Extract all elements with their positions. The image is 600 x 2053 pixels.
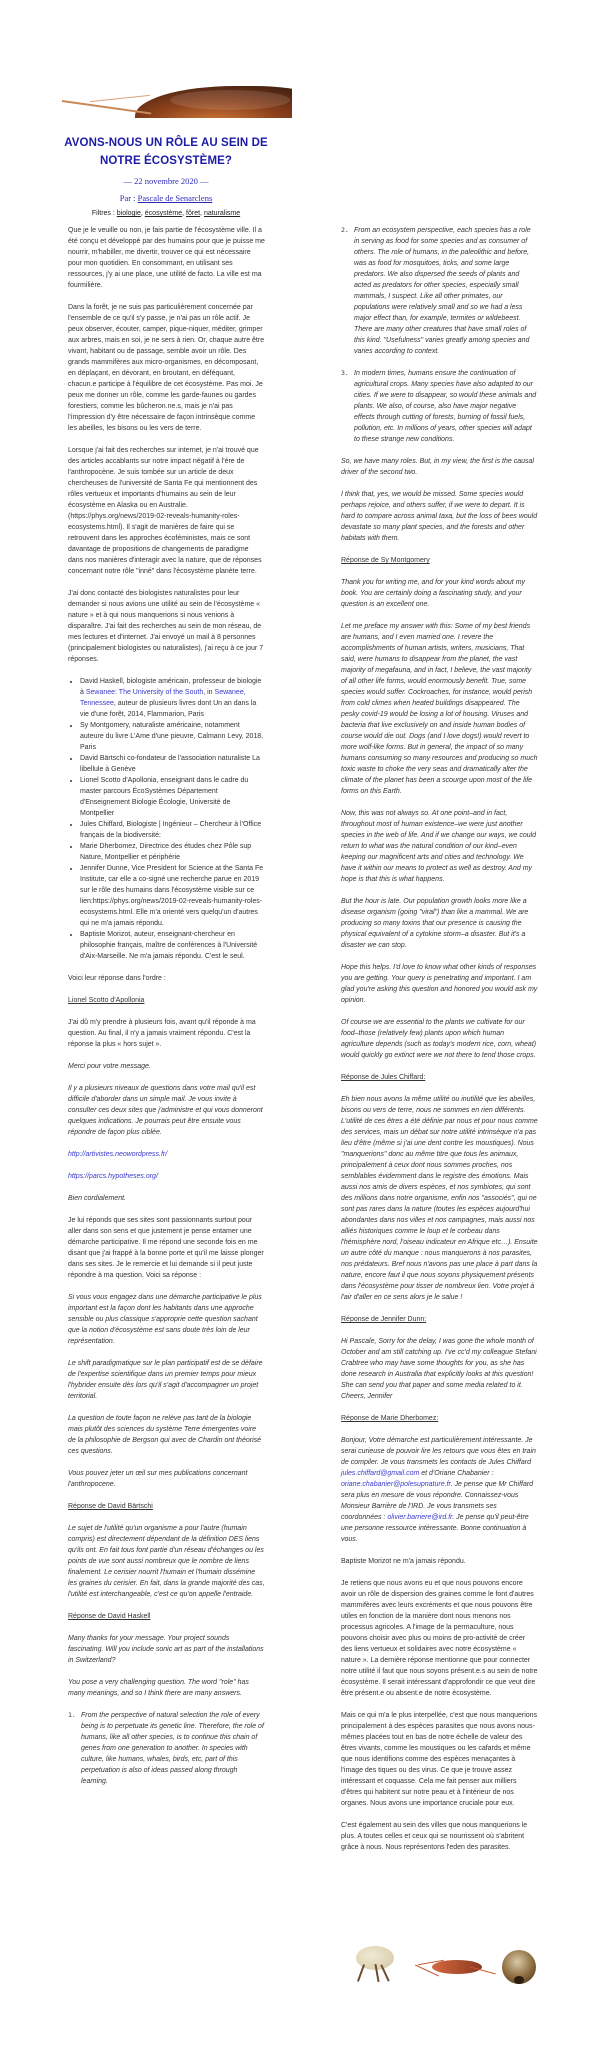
text-run: Let me preface my answer with this: Some of my best friends are humans, and I even married one. I revere the accomplishments of human artists, writers, musicians, That said, were humans to disappear from the planet, the vast majority of megafauna, and in fact, I believe, the vast majority of all other life forms, would enormously benefit. True, some species would suffer. Cockroaches, for instance, would perish from cold climes when heated buildings disappeared. The pesky covid-19 would be losing a lot of housing. Viruses and bacteria that live exclusively on and inside human bodies of course would die out. Dogs (and I love dogs!) would revert to more wolf-like forms. But in general, the impact of so many humans consuming so many resources and producing so much toxic waste to choke the very seas and dramatically alter the climate of the planet has been a scourge upon most of the life forms on this Earth. bbox=[341, 623, 538, 795]
text-run: Réponse de David Haskell bbox=[68, 1613, 151, 1620]
filter-tag-biologie[interactable]: biologie bbox=[116, 210, 141, 217]
text-run: Baptiste Morizot ne m'a jamais répondu. bbox=[341, 1558, 466, 1565]
inline-link[interactable]: Sewanee: The University of the South bbox=[85, 689, 204, 696]
article-column-left bbox=[68, 225, 265, 1798]
numbered-item bbox=[341, 368, 538, 445]
quoted-paragraph bbox=[341, 962, 538, 1006]
text-run: Vous pouvez jeter un œil sur mes publications concernant l'anthropocene. bbox=[68, 1470, 248, 1488]
numbered-item bbox=[341, 225, 538, 357]
text-run: Si vous vous engagez dans une démarche participative le plus important est la façon dont les habitants dans une approche sensible ou plus classique s'approprie cette question sachant que la notion d'écosystème est sans doute très loin de leur représentation. bbox=[68, 1294, 262, 1345]
quoted-paragraph bbox=[68, 1149, 265, 1160]
quoted-paragraph bbox=[341, 1435, 538, 1545]
list-item bbox=[80, 863, 265, 929]
text-run: Réponse de Jules Chiffard: bbox=[341, 1074, 426, 1081]
cockroach-banner-image bbox=[60, 84, 292, 118]
paragraph bbox=[68, 225, 265, 291]
text-run: Lorsque j'ai fait des recherches sur internet, je n'ai trouvé que des articles accablants sur notre impact négatif à l'ère de l'anthropocène. Je suis tombée sur un article de deux chercheuses de l'université de Santa Fe qui mentionnent des rôles vertueux et importants d'humains au sein de leur écosystème en Alaska ou en Australie. (https://phys.org/news/2019-02-reveals-humanity-roles-ecosystems.html). Il s'agit de manières de faire qui se retrouvent dans les approches écoféministes, mais ce sont davantage de propositions de changements de paradigme dans nos manières d'interagir avec la nature, que de réponses concernant notre rôle "inné" dans l'écosystème planète terre. bbox=[68, 447, 262, 575]
list-item bbox=[80, 841, 265, 863]
text-run: Merci pour votre message. bbox=[68, 1063, 151, 1070]
quoted-paragraph bbox=[68, 1523, 265, 1600]
text-run: Baptiste Morizot, auteur, enseignant-chercheur en philosophie français, maître de conférences à l'Université d'Aix-Marseille. Ne m'a jamais répondu. C'est le seul. bbox=[80, 931, 258, 960]
text-run: I think that, yes, we would be missed. Some species would perhaps rejoice, and others suffer, if we were to depart. It is hard to compare across animal taxa, but the loss of bees would devastate so many plant species, and the forests and other habitats with them. bbox=[341, 491, 538, 542]
text-run: Je retiens que nous avons eu et que nous pouvons encore avoir un rôle de dispersion des graines comme le font d'autres mammifères avec leurs excréments et que nous pouvons être utiles en fonction de la manière dont nous menons nos processus agricoles. A l'image de la permaculture, nous pouvons choisir avec plus ou moins de pro-activité de créer des liens vertueux et solidaires avec notre écosystème « nature ». La dernière réponse mentionne que pour connecter notre utilité il faut que nous soyons présent.e.s au sein de notre écosystème. Il serait intéressant d'approfondir ce que veut dire être présent.e ou absent.e de notre écosystème. bbox=[341, 1580, 538, 1697]
paragraph bbox=[68, 1017, 265, 1050]
quoted-paragraph bbox=[341, 577, 538, 610]
quoted-paragraph bbox=[68, 1193, 265, 1204]
response-heading bbox=[341, 1314, 538, 1325]
quoted-paragraph bbox=[341, 1336, 538, 1402]
quoted-paragraph bbox=[68, 1171, 265, 1182]
quoted-paragraph bbox=[341, 808, 538, 885]
text-run: You pose a very challenging question. The word "role" has many meanings, and so I think there are many answers. bbox=[68, 1679, 249, 1697]
author-prefix: Par : bbox=[119, 193, 138, 203]
paragraph bbox=[341, 1710, 538, 1809]
response-heading bbox=[68, 1611, 265, 1622]
inline-link[interactable]: oriane.chabanier@polesupnature.fr bbox=[341, 1481, 451, 1488]
filters-label: Filtres : bbox=[91, 210, 117, 217]
text-run: Hi Pascale, Sorry for the delay, I was gone the whole month of October and am still catching up. I've cc'd my colleague Stefani Crabtree who may have some thoughts for you, as she has done research in Australia that explicitly looks at this question! She can send you that paper and some media related to it. Cheers, Jennifer bbox=[341, 1338, 537, 1400]
text-run: Sy Montgomery, naturaliste américaine, notamment auteure du livre L'Ame d'une pieuvre, Calmann Levy, 2018, Paris bbox=[80, 722, 264, 751]
paragraph bbox=[341, 1578, 538, 1699]
text-run: Le sujet de l'utilité qu'un organisme a pour l'autre (humain compris) est directement dépendant de la définition DES liens qu'ils ont. En fait tous font partie d'un réseau d'échanges ou les points de vue sont aussi nombreux que le nombre de liens finalement. Le cerisier nourrit l'humain et l'humain dissémine les graines du cerisier. En fait, dans la grande majorité des cas, l'utilité est interchangeable, c'est ce qu'on appelle l'entraide. bbox=[68, 1525, 265, 1598]
text-run: Bien cordialement. bbox=[68, 1195, 126, 1202]
text-run: Jennifer Dunne, Vice President for Science at the Santa Fe Institute, car elle a co-signé une recherche parue en 2019 sur le rôle des humains dans l'écosystème visible sur ce lien:https://phys.org/news/2019-02-reveals-humanity-roles-ecosystems.html. Elle m'a orienté vers quelqu'un d'autres qui ne m'a jamais répondu. bbox=[80, 865, 264, 927]
quoted-paragraph bbox=[68, 1061, 265, 1072]
text-run: David Bärtschi co-fondateur de l'association naturaliste La libellule à Genève bbox=[80, 755, 260, 773]
filter-tag-foret[interactable]: fôret bbox=[186, 210, 201, 217]
response-heading bbox=[341, 1413, 538, 1424]
inline-link[interactable]: olivier.barriere@ird.fr bbox=[387, 1514, 453, 1521]
filter-tag-ecosysteme[interactable]: écosystème bbox=[144, 210, 183, 217]
quoted-paragraph bbox=[341, 1094, 538, 1303]
post-date: — 22 novembre 2020 — bbox=[123, 176, 209, 186]
quoted-paragraph bbox=[68, 1083, 265, 1138]
text-run: J'ai donc contacté des biologistes naturalistes pour leur demander si nous avions une utilité au sein de l'écosystème « nature » et à qui nous manquerions si nous venions à disparaître. J'ai fait des recherches au sein de mon réseau, de mes lectures et d'internet. J'ai envoyé un mail à 8 personnes (principalement biologistes ou naturalistes), j'ai reçu à ce jour 7 réponses. bbox=[68, 590, 264, 663]
item-text: In modern times, humans ensure the continuation of agricultural crops. Many species have also adapted to our cities. If we were to disappear, so would these animals and plants. We also, of course, also have major negative effects through cutting of forests, burning of fossil fuels, pollution, etc. In millions of years, other species will adapt to these strange new conditions. bbox=[354, 370, 537, 443]
item-text: From the perspective of natural selection the role of every being is to perpetuate its genetic line. Therefore, the role of humans, like all other species, is to continue this chain of genes from one generation to another. In species with culture, like humans, whales, birds, etc, part of this perpetuation is also of ideas passed along through learning. bbox=[81, 1712, 264, 1785]
paragraph bbox=[341, 1556, 538, 1567]
text-run: et d'Oriane Chabanier : bbox=[419, 1470, 494, 1477]
paragraph bbox=[68, 445, 265, 577]
response-heading bbox=[68, 995, 265, 1006]
paragraph bbox=[68, 588, 265, 665]
text-run: Marie Dherbomez, Directrice des études chez Pôle sup Nature, Montpellier et périphérie bbox=[80, 843, 252, 861]
response-heading bbox=[341, 1072, 538, 1083]
text-run: Réponse de Jennifer Dunn: bbox=[341, 1316, 427, 1323]
quoted-paragraph bbox=[68, 1413, 265, 1457]
text-run: Lionel Scotto d'Apollonia bbox=[68, 997, 145, 1004]
item-number: 2. bbox=[341, 226, 349, 234]
quoted-paragraph bbox=[341, 1017, 538, 1061]
paragraph bbox=[68, 1215, 265, 1281]
quoted-paragraph bbox=[341, 896, 538, 951]
text-run: Hope this helps. I'd love to know what other kinds of responses you are getting. Your query is penetrating and important. I am glad you're asking this question and honored you would ask my opinion. bbox=[341, 964, 538, 1004]
text-run: . Je pense que Mr Chiffard sera plus en mesure de vous répondre. Connaissez-vous Monsieur Barrière de l'IRD. Je vous transmets ses coordonnées : bbox=[341, 1481, 534, 1521]
list-item bbox=[80, 819, 265, 841]
list-item bbox=[80, 775, 265, 819]
filter-tag-naturalisme[interactable]: naturalisme bbox=[203, 210, 241, 217]
text-run: Many thanks for your message. Your project sounds fascinating. Will you include sonic art as part of the installations in Switzerland? bbox=[68, 1635, 264, 1664]
quoted-paragraph bbox=[341, 456, 538, 478]
text-run: Eh bien nous avons la même utilité ou inutilité que les abeilles, bisons ou vers de terre, nous ne sommes en rien différents. L'utilité de ces êtres a été définie par nous et pour nous comme des services, mais un débat sur notre utilité intrinsèque n'a pas lieu d'être (même si j'ai une dent contre les moustiques). Nous "manquerions" donc au même titre que tous les animaux, principalement à ceux dont nous sommes proches, nos semblables évidemment dans le registre des émotions. Mais aussi nos amis de divers espèces, et nos symbiotes, qui sont des millions dans notre organisme, enfin nos "associés", qui ne sont pas rares dans la nature (toutes les espèces aujourd'hui abondantes dans nos villes et nos campagnes, mais aussi nos alliés historiques comme le loup et le corbeau dans l'hémisphère nord, l'oiseau indicateur en Afrique etc…). Ensuite un autre côté du manque : nous manquerons à nos parasites, nos prédateurs. Bref nous n'avons pas une place à part dans la nature, encore faut il que nous soyons physiquement présents dans l'écosystème pour tisser de nombreux lien. Votre projet à l'air d'aller en ce sens alors je le salue ! bbox=[341, 1096, 538, 1301]
inline-link[interactable]: jules.chiffard@gmail.com bbox=[341, 1470, 420, 1477]
quoted-paragraph bbox=[68, 1677, 265, 1699]
paragraph bbox=[341, 1820, 538, 1853]
quoted-paragraph bbox=[341, 489, 538, 544]
list-item bbox=[80, 720, 265, 753]
quoted-paragraph bbox=[68, 1292, 265, 1347]
text-run: But the hour is late. Our population growth looks more like a disease organism (going "viral") than like a mammal. We are producing so many toxins that our presence is causing the physical equivalent of a cytokine storm–a disaster. But it's a disaster we can stop. bbox=[341, 898, 529, 949]
item-text: From an ecosystem perspective, each species has a role in serving as food for some species and as consumer of others. The role of humans, in the paleolithic and before, was as food for mosquitoes, ticks, and some large predators. We also dispersed the seeds of plants and acted as predators for other species, especially small mammals, I suspect. Like all other primates, our populations were relatively small and so we had a less major effect than, for example, termites or wildebeest. There are many other creatures that have small roles of this kind. "Usefulness" varies greatly among species and varies according to context. bbox=[354, 227, 531, 355]
text-run: Il y a plusieurs niveaux de questions dans votre mail qu'il est difficile d'aborder dans un simple mail. Je vous invite à consulter ces deux sites que j'administre et qui vous donneront quelques indications. Je pourrais peut être ensuite vous répondre de façon plus ciblée. bbox=[68, 1085, 263, 1136]
text-run: Jules Chiffard, Biologiste | Ingénieur – Chercheur à l'Office français de la biodiversité: bbox=[80, 821, 262, 839]
text-run: , in bbox=[203, 689, 215, 696]
text-run: La question de toute façon ne relève pas tant de la biologie mais plutôt des sciences du système Terre émergentes voire de la philosophie de Bergson qui avec de Chardin ont théorisé ces questions. bbox=[68, 1415, 262, 1455]
text-run: Réponse de Sy Montgomery bbox=[341, 557, 430, 564]
text-run: Dans la forêt, je ne suis pas particulièrement concernée par l'ensemble de ce qu'il s'y passe, je n'ai pas un rôle actif. Je peux observer, écouter, camper, pique-niquer, méditer, grimper aux arbres, mais en soi, je ne sers à rien. Or, chaque autre être vivant, habitant ou de passage, semble avoir un rôle. Des grands mammifères aux micro-organismes, en décomposant, en déplaçant, en dévorant, en broutant, en déféquant, chacun.e participe à l'équilibre de cet écosystème. Pas moi. Je peux me donner un rôle, comme les garde-faunes ou gardes forestiers, comme les bûcheron.ne.s, mais je n'ai pas l'impression d'y être nécessaire de façon intrinsèque comme les abeilles, les bisons ou les vers de terre. bbox=[68, 304, 265, 432]
list-item bbox=[80, 676, 265, 720]
text-run: Réponse de David Bärtschi bbox=[68, 1503, 153, 1510]
inline-link[interactable]: https://parcs.hypotheses.org/ bbox=[68, 1173, 158, 1180]
text-run: Bonjour, Votre démarche est particulièrement intéressante. Je serai curieuse de pouvoir lire les retours que vous êtes en train de compiler. Je vous transmets les contacts de Jules Chiffard bbox=[341, 1437, 536, 1466]
text-run: Now, this was not always so. At one point–and in fact, throughout most of human existence–we were just another species in the web of life. And if we change our ways, we could return to what was the natural condition of our kind–even keeping our magnificent arts and cities and technology. We have it within our means to protect as well as destroy. And my hope is that this is what happens. bbox=[341, 810, 537, 883]
list-item bbox=[80, 753, 265, 775]
response-heading bbox=[341, 555, 538, 566]
response-heading bbox=[68, 1501, 265, 1512]
text-run: Lionel Scotto d'Apollonia, enseignant dans le cadre du master parcours ÉcoSystèmes Département d'Enseignement Biologie Écologie, Université de Montpellier bbox=[80, 777, 249, 817]
text-run: C'est également au sein des villes que nous manquerions le plus. A toutes celles et ceux qui se nourrissent où s'abritent grâce à nous. Nous représentons l'eden des parasites. bbox=[341, 1822, 528, 1851]
inline-link[interactable]: http://artivistes.neowordpress.fr/ bbox=[68, 1151, 168, 1158]
text-run: Thank you for writing me, and for your kind words about my book. You are certainly doing a fascinating study, and your question is an excellent one. bbox=[341, 579, 526, 608]
contacts-list bbox=[68, 676, 265, 962]
text-run: Of course we are essential to the plants we cultivate for our food–those (relatively few) plants upon which human agriculture depends (such as today's modern rice, corn, wheat) would quickly go extinct were we not there to tend those crops. bbox=[341, 1019, 537, 1059]
item-number: 3. bbox=[341, 369, 349, 377]
numbered-item bbox=[68, 1710, 265, 1787]
page-title: AVONS-NOUS UN RÔLE AU SEIN DE NOTRE ÉCOSYSTÈME? bbox=[64, 137, 268, 167]
text-run: David Haskell, biologiste américain, professeur de biologie à bbox=[80, 678, 262, 696]
text-run: Que je le veuille ou non, je fais partie de l'écosystème ville. Il a été conçu et développé par des humains pour que je puisse me nourrir, m'habiller, me divertir, trouver ce qui est nécessaire pour mon quotidien. En consommant, en utilisant ses ressources, j'y ai une place, une utilité de facto. La ville est ma fourmilière. bbox=[68, 227, 265, 289]
paragraph bbox=[68, 973, 265, 984]
text-run: , auteur de plusieurs livres dont Un an dans la vie d'une forêt, 2014, Flammarion, Paris bbox=[80, 700, 257, 718]
filters: Filtres : biologie, écosystème, fôret, naturalisme bbox=[91, 210, 241, 217]
inline-link[interactable]: Sewanee, Tennessee bbox=[80, 689, 246, 707]
quoted-paragraph bbox=[68, 1358, 265, 1402]
quoted-paragraph bbox=[341, 621, 538, 797]
text-run: Voici leur réponse dans l'ordre : bbox=[68, 975, 166, 982]
text-run: Le shift paradigmatique sur le plan participatif est de se défaire de l'expertise scientifique dans un premier temps pour mieux l'hybrider ensuite dès lors qu'il s'agit d'accompagner un projet territorial. bbox=[68, 1360, 263, 1400]
paragraph bbox=[68, 302, 265, 434]
text-run: Je lui réponds que ses sites sont passionnants surtout pour aller dans son sens et que justement je pense entamer une démarche participative. Il me répond une seconde fois en me disant que j'ai frappé à la bonne porte et qu'il me laisse plonger dans ses sites. Je le remercie et lui demande si il peut juste répondre à ma question. Voici sa réponse : bbox=[68, 1217, 264, 1279]
author-link[interactable]: Pascale de Senarclens bbox=[137, 193, 213, 203]
quoted-paragraph bbox=[68, 1633, 265, 1666]
text-run: So, we have many roles. But, in my view, the first is the causal driver of the second two. bbox=[341, 458, 534, 476]
text-run: . Je pense qu'il peut-être une personne ressource intéressante. Bonne continuation à vous. bbox=[341, 1514, 529, 1543]
list-item bbox=[80, 929, 265, 962]
post-author bbox=[60, 193, 272, 203]
text-run: Mais ce qui m'a le plus interpellée, c'est que nous manquerions principalement à des espèces parasites que nous avons nous-mêmes placées tout en bas de notre échelle de valeur des êtres vivants, comme les moustiques ou les cafards et même que nous identifions comme des espèces menaçantes à l'image des tiques ou des virus. Ce que je trouve assez intéressant et coquasse. Cela me fait penser aux milliers d'êtres qui habitent sur notre peau et à l'intérieur de nos organes. Nous avons une importance cruciale pour eux. bbox=[341, 1712, 538, 1807]
item-number: 1. bbox=[68, 1711, 76, 1719]
text-run: Réponse de Marie Dherbomez: bbox=[341, 1415, 439, 1422]
article-column-right bbox=[341, 225, 538, 1864]
parasites-images bbox=[352, 1940, 542, 1995]
text-run: J'ai dû m'y prendre à plusieurs fois, avant qu'il réponde à ma question. Au final, il n'y a jamais vraiment répondu. C'est la réponse la plus « hors sujet ». bbox=[68, 1019, 256, 1048]
quoted-paragraph bbox=[68, 1468, 265, 1490]
